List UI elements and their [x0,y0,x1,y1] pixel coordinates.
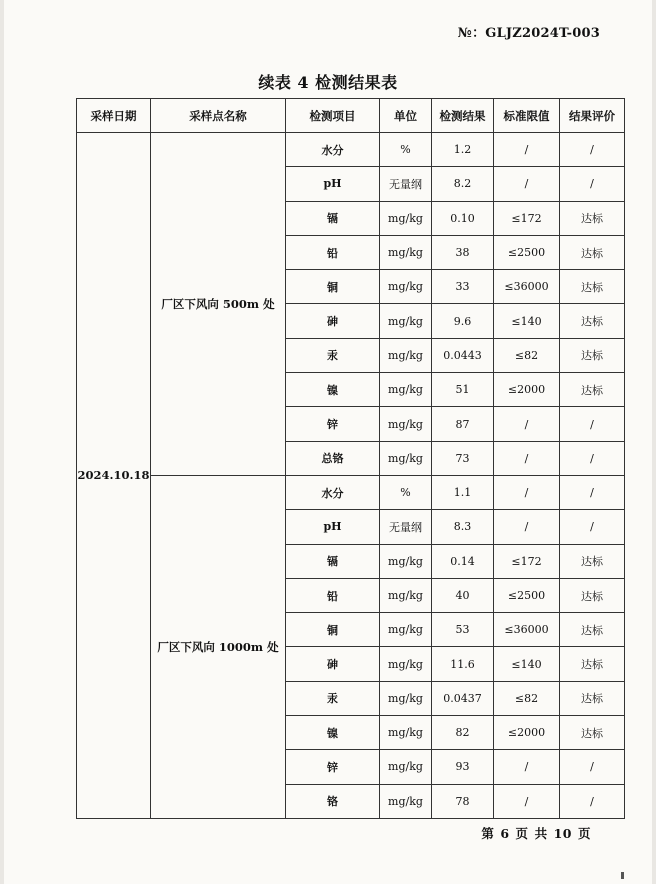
unit-cell: mg/kg [380,784,432,818]
unit-cell: mg/kg [380,441,432,475]
standard-limit-cell: ≤2500 [494,578,560,612]
document-page [4,0,652,884]
result-cell: 11.6 [432,647,494,681]
unit-cell: mg/kg [380,373,432,407]
page-footer [478,824,594,842]
unit-cell: mg/kg [380,407,432,441]
header-standard-limit: 标准限值 [494,99,560,133]
unit-cell: % [380,133,432,167]
result-cell: 8.3 [432,510,494,544]
evaluation-cell: / [560,475,625,509]
test-item-cell: 铅 [286,578,380,612]
standard-limit-cell: ≤36000 [494,613,560,647]
result-cell: 87 [432,407,494,441]
unit-cell: mg/kg [380,750,432,784]
standard-limit-cell: ≤2000 [494,373,560,407]
evaluation-cell: 达标 [560,716,625,750]
sampling-date-cell: 2024.10.18 [77,133,151,819]
evaluation-cell: 达标 [560,201,625,235]
unit-cell: mg/kg [380,544,432,578]
evaluation-cell: / [560,407,625,441]
test-item-cell: 砷 [286,647,380,681]
evaluation-cell: / [560,510,625,544]
standard-limit-cell: ≤140 [494,647,560,681]
test-item-cell: 砷 [286,304,380,338]
test-item-cell: 镉 [286,544,380,578]
standard-limit-cell: / [494,407,560,441]
header-test-item: 检测项目 [286,99,380,133]
evaluation-cell: 达标 [560,338,625,372]
standard-limit-cell: / [494,475,560,509]
standard-limit-cell: ≤172 [494,544,560,578]
unit-cell: mg/kg [380,578,432,612]
standard-limit-cell: ≤2500 [494,235,560,269]
test-item-cell: 铜 [286,270,380,304]
standard-limit-cell: ≤172 [494,201,560,235]
header-sampling-site: 采样点名称 [151,99,286,133]
result-cell: 1.1 [432,475,494,509]
sampling-site-cell: 厂区下风向 500m 处 [151,133,286,476]
test-item-cell: 铬 [286,784,380,818]
test-item-cell: 锌 [286,750,380,784]
test-item-cell: 总铬 [286,441,380,475]
page-current: 6 [500,826,510,841]
unit-cell: mg/kg [380,235,432,269]
evaluation-cell: / [560,750,625,784]
result-cell: 0.14 [432,544,494,578]
total-label: 共 [534,826,548,841]
unit-cell: mg/kg [380,201,432,235]
header-evaluation: 结果评价 [560,99,625,133]
unit-cell: mg/kg [380,338,432,372]
test-item-cell: 铜 [286,613,380,647]
table-row [77,475,625,509]
evaluation-cell: 达标 [560,373,625,407]
result-cell: 51 [432,373,494,407]
results-table [76,98,625,819]
evaluation-cell: 达标 [560,270,625,304]
test-item-cell: pH [286,510,380,544]
unit-cell: mg/kg [380,716,432,750]
result-cell: 93 [432,750,494,784]
unit-cell: mg/kg [380,681,432,715]
unit-cell: mg/kg [380,270,432,304]
test-item-cell: 汞 [286,681,380,715]
table-header-row [77,99,625,133]
test-item-cell: 汞 [286,338,380,372]
result-cell: 73 [432,441,494,475]
evaluation-cell: / [560,784,625,818]
unit-cell: mg/kg [380,613,432,647]
page-unit: 页 [515,826,529,841]
standard-limit-cell: ≤140 [494,304,560,338]
standard-limit-cell: / [494,441,560,475]
standard-limit-cell: ≤2000 [494,716,560,750]
standard-limit-cell: / [494,784,560,818]
evaluation-cell: 达标 [560,613,625,647]
unit-cell: mg/kg [380,304,432,338]
page-label: 第 [481,826,495,841]
unit-cell: 无量纲 [380,510,432,544]
result-cell: 40 [432,578,494,612]
evaluation-cell: 达标 [560,544,625,578]
header-unit: 单位 [380,99,432,133]
result-cell: 82 [432,716,494,750]
standard-limit-cell: / [494,167,560,201]
result-cell: 9.6 [432,304,494,338]
table-title: 续表 4 检测结果表 [258,73,398,92]
result-cell: 0.0437 [432,681,494,715]
evaluation-cell: 达标 [560,235,625,269]
unit-cell: 无量纲 [380,167,432,201]
document-number: №：GLJZ2024T-003 [457,26,600,41]
page-total: 10 [553,826,572,841]
header-result: 检测结果 [432,99,494,133]
standard-limit-cell: / [494,750,560,784]
evaluation-cell: 达标 [560,304,625,338]
result-cell: 0.0443 [432,338,494,372]
standard-limit-cell: ≤36000 [494,270,560,304]
table-row [77,133,625,167]
evaluation-cell: 达标 [560,647,625,681]
test-item-cell: 镉 [286,201,380,235]
unit-cell: % [380,475,432,509]
standard-limit-cell: ≤82 [494,681,560,715]
evaluation-cell: 达标 [560,681,625,715]
result-cell: 1.2 [432,133,494,167]
result-cell: 33 [432,270,494,304]
standard-limit-cell: ≤82 [494,338,560,372]
sampling-site-cell: 厂区下风向 1000m 处 [151,475,286,818]
header-sampling-date: 采样日期 [77,99,151,133]
scan-edge-mark [621,872,624,879]
test-item-cell: 锌 [286,407,380,441]
test-item-cell: 水分 [286,133,380,167]
evaluation-cell: / [560,167,625,201]
test-item-cell: 铅 [286,235,380,269]
result-cell: 53 [432,613,494,647]
standard-limit-cell: / [494,510,560,544]
evaluation-cell: 达标 [560,578,625,612]
evaluation-cell: / [560,441,625,475]
table-body [77,133,625,819]
standard-limit-cell: / [494,133,560,167]
total-unit: 页 [577,826,591,841]
result-cell: 38 [432,235,494,269]
result-cell: 78 [432,784,494,818]
result-cell: 8.2 [432,167,494,201]
test-item-cell: pH [286,167,380,201]
evaluation-cell: / [560,133,625,167]
test-item-cell: 水分 [286,475,380,509]
result-cell: 0.10 [432,201,494,235]
test-item-cell: 镍 [286,373,380,407]
test-item-cell: 镍 [286,716,380,750]
unit-cell: mg/kg [380,647,432,681]
